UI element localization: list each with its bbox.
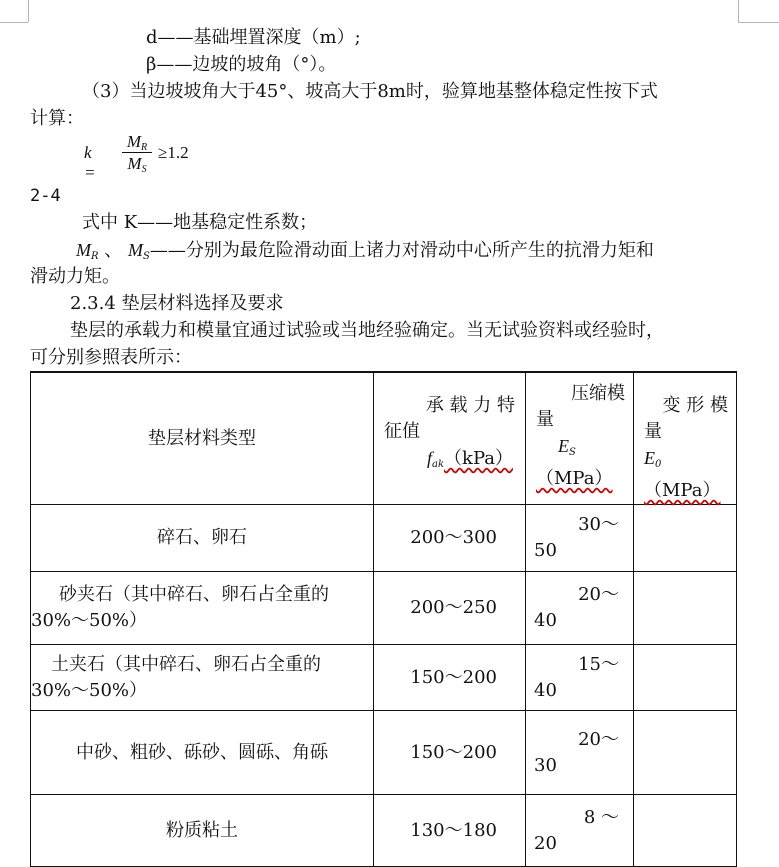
section-title: 2.3.4 垫层材料选择及要求 (70, 293, 284, 314)
deform-cell (634, 505, 737, 572)
capacity-cell: 130～180 (374, 795, 526, 867)
k-definition: 式中 K——地基稳定性系数； (82, 212, 318, 233)
deform-cell (634, 645, 737, 711)
material-cell: 碎石、卵石 (31, 505, 374, 572)
header-deformation-modulus: 变 形 模 量 $E_0(MPa)$ (634, 372, 737, 505)
material-cell: 粉质粘土 (31, 795, 374, 867)
modulus-cell: 20～ 40 (526, 572, 634, 645)
header-compression-modulus: 压缩模 量 $E_S$ （MPa） (526, 372, 634, 505)
modulus-cell: 20～ 30 (526, 711, 634, 795)
formula-k: k = (84, 143, 96, 182)
d-definition: d——基础埋置深度（m）; (146, 27, 361, 48)
table-row (31, 572, 737, 645)
capacity-cell: 200～300 (374, 505, 526, 572)
modulus-cell: 30～ 50 (526, 505, 634, 572)
table-row (31, 711, 737, 795)
m-definition-line1: $M_R$ 、 $M_S——$分别为最危险滑动面上诸力对滑动中心所产生的抗滑力矩和 (76, 240, 654, 262)
modulus-cell: 8 ～ 20 (526, 795, 634, 867)
capacity-cell: 150～200 (374, 711, 526, 795)
cushion-material-table (30, 371, 737, 867)
item3-line1: （3）当边坡坡角大于45°、坡高大于8m时，验算地基整体稳定性按下式 (82, 81, 658, 102)
beta-definition: β——边坡的坡角（°）。 (146, 54, 337, 75)
paragraph-line1: 垫层的承载力和模量宜通过试验或当地经验确定。当无试验资料或经验时， (70, 320, 664, 341)
deform-cell (634, 572, 737, 645)
modulus-cell: 15～ 40 (526, 645, 634, 711)
material-cell: 土夹石（其中碎石、卵石占全重的 30%～50%） (31, 645, 374, 711)
capacity-cell: 200～250 (374, 572, 526, 645)
page-corner-mark (738, 0, 739, 22)
page-corner-mark (28, 0, 29, 22)
formula-rhs: ≥1.2 (158, 143, 189, 162)
header-material-type: 垫层材料类型 (31, 372, 374, 505)
page-corner-mark (738, 22, 779, 23)
deform-cell (634, 711, 737, 795)
table-header-row (31, 372, 737, 505)
page-corner-mark (0, 22, 28, 23)
material-cell: 砂夹石（其中碎石、卵石占全重的 30%～50%） (31, 572, 374, 645)
header-capacity: 承 载 力 特 征值 $f_{ak}(kPa)$ (374, 372, 526, 505)
capacity-cell: 150～200 (374, 645, 526, 711)
material-cell: 中砂、粗砂、砾砂、圆砾、角砾 (31, 711, 374, 795)
table-row (31, 645, 737, 711)
table-row (31, 795, 737, 867)
m-definition-line2: 滑动力矩。 (30, 266, 120, 287)
item3-line2: 计算： (30, 108, 84, 129)
paragraph-line2: 可分别参照表所示： (30, 347, 192, 368)
deform-cell (634, 795, 737, 867)
equation-number: 2-4 (30, 186, 61, 206)
table-row (31, 505, 737, 572)
